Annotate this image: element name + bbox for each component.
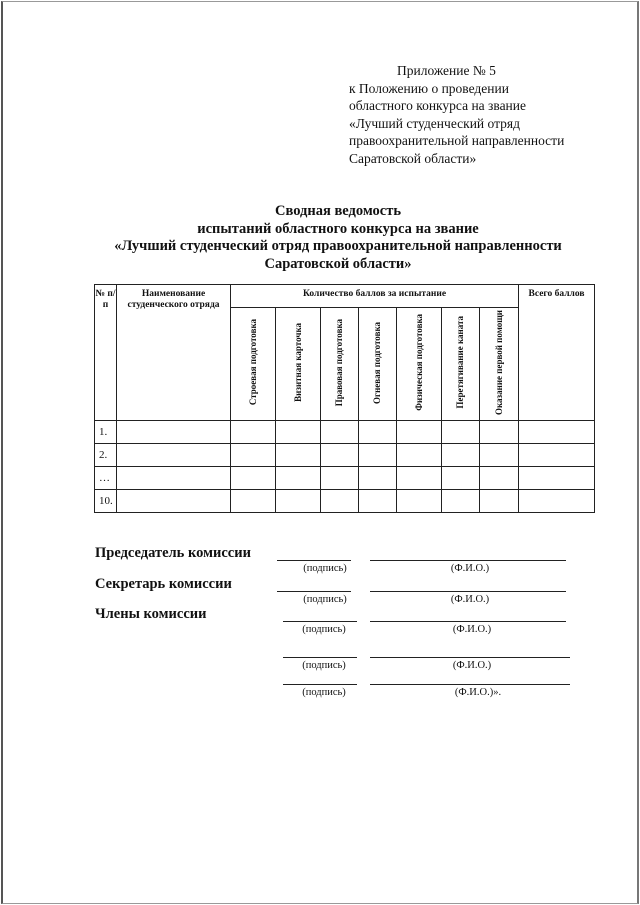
member-sign-line[interactable]	[283, 684, 357, 685]
member-sign-line[interactable]	[283, 657, 357, 658]
title-line: Сводная ведомость	[275, 203, 401, 219]
unit-name-cell[interactable]	[117, 490, 231, 513]
header-score-group: Количество баллов за испытание	[231, 285, 519, 308]
fio-caption: (Ф.И.О.)	[450, 563, 490, 574]
header-test	[321, 308, 359, 421]
header-test	[480, 308, 519, 421]
score-cell[interactable]	[480, 467, 519, 490]
score-cell[interactable]	[442, 490, 480, 513]
score-cell[interactable]	[359, 421, 397, 444]
member-sign-line[interactable]	[283, 621, 357, 622]
score-cell[interactable]	[321, 490, 359, 513]
appendix-line: Саратовской области»	[349, 150, 477, 166]
unit-name-cell[interactable]	[117, 421, 231, 444]
total-cell[interactable]	[519, 444, 595, 467]
appendix-line: Приложение № 5	[397, 63, 496, 78]
table-row	[95, 490, 595, 513]
secretary-sign-line[interactable]	[277, 591, 351, 592]
score-cell[interactable]	[321, 467, 359, 490]
title-line: «Лучший студенческий отряд правоохранительной направленности	[114, 238, 562, 254]
score-cell[interactable]	[359, 444, 397, 467]
score-cell[interactable]	[359, 490, 397, 513]
row-number: 1.	[95, 421, 117, 444]
unit-name-cell[interactable]	[117, 467, 231, 490]
score-cell[interactable]	[397, 444, 442, 467]
secretary-label: Секретарь комиссии	[95, 576, 232, 592]
score-cell[interactable]	[276, 421, 321, 444]
test-label: Строевая подготовка	[247, 319, 258, 406]
header-test	[231, 308, 276, 421]
score-cell[interactable]	[397, 490, 442, 513]
score-cell[interactable]	[231, 490, 276, 513]
header-total: Всего баллов	[519, 285, 595, 421]
header-test	[276, 308, 321, 421]
results-table	[94, 284, 595, 513]
appendix-line: областного конкурса на звание	[349, 98, 526, 113]
row-number: 2.	[95, 444, 117, 467]
test-label: Перетягивание каната	[455, 316, 466, 409]
test-label: Визитная карточка	[292, 323, 303, 402]
score-cell[interactable]	[442, 444, 480, 467]
score-cell[interactable]	[321, 444, 359, 467]
score-cell[interactable]	[321, 421, 359, 444]
title-line: Саратовской области»	[264, 255, 412, 272]
members-label: Члены комиссии	[95, 606, 207, 622]
table-row	[95, 467, 595, 490]
table-row	[95, 444, 595, 467]
member-fio-line[interactable]	[370, 621, 566, 622]
sign-caption: (подпись)	[302, 687, 346, 698]
appendix-line: к Положению о проведении	[349, 80, 509, 96]
member-fio-line[interactable]	[370, 684, 570, 685]
score-cell[interactable]	[276, 467, 321, 490]
fio-caption: (Ф.И.О.)	[450, 594, 490, 605]
header-test	[359, 308, 397, 421]
row-number: 10.	[95, 490, 117, 513]
title-line: испытаний областного конкурса на звание	[197, 220, 479, 237]
member-fio-line[interactable]	[370, 657, 570, 658]
fio-caption: (Ф.И.О.)	[452, 660, 492, 671]
chairman-fio-line[interactable]	[370, 560, 566, 561]
score-cell[interactable]	[276, 444, 321, 467]
score-cell[interactable]	[231, 421, 276, 444]
score-cell[interactable]	[359, 467, 397, 490]
test-label: Огневая подготовка	[372, 321, 383, 404]
score-cell[interactable]	[231, 444, 276, 467]
header-test	[397, 308, 442, 421]
sign-caption: (подпись)	[303, 563, 347, 574]
appendix-line: правоохранительной направленности	[349, 133, 565, 148]
total-cell[interactable]	[519, 467, 595, 490]
score-cell[interactable]	[480, 490, 519, 513]
test-label: Физическая подготовка	[413, 314, 424, 411]
test-label: Правовая подготовка	[334, 318, 345, 407]
score-cell[interactable]	[442, 421, 480, 444]
header-number: № п/п	[95, 285, 117, 421]
fio-caption-last: (Ф.И.О.)».	[454, 687, 502, 698]
chairman-sign-line[interactable]	[277, 560, 351, 561]
sign-caption: (подпись)	[302, 624, 346, 635]
score-cell[interactable]	[397, 467, 442, 490]
chairman-label: Председатель комиссии	[95, 545, 251, 561]
score-cell[interactable]	[480, 421, 519, 444]
score-cell[interactable]	[442, 467, 480, 490]
unit-name-cell[interactable]	[117, 444, 231, 467]
table-row	[95, 421, 595, 444]
score-cell[interactable]	[276, 490, 321, 513]
total-cell[interactable]	[519, 490, 595, 513]
score-cell[interactable]	[231, 467, 276, 490]
sign-caption: (подпись)	[303, 594, 347, 605]
score-cell[interactable]	[480, 444, 519, 467]
appendix-line: «Лучший студенческий отряд	[349, 115, 520, 131]
fio-caption: (Ф.И.О.)	[452, 624, 492, 635]
header-test	[442, 308, 480, 421]
header-unit-name: Наименование студенческого отряда	[117, 285, 231, 421]
appendix-note	[349, 62, 609, 167]
secretary-fio-line[interactable]	[370, 591, 566, 592]
row-number: …	[95, 467, 117, 490]
sign-caption: (подпись)	[302, 660, 346, 671]
test-label: Оказание первой помощи	[493, 309, 504, 415]
document-title	[90, 203, 586, 273]
score-cell[interactable]	[397, 421, 442, 444]
total-cell[interactable]	[519, 421, 595, 444]
